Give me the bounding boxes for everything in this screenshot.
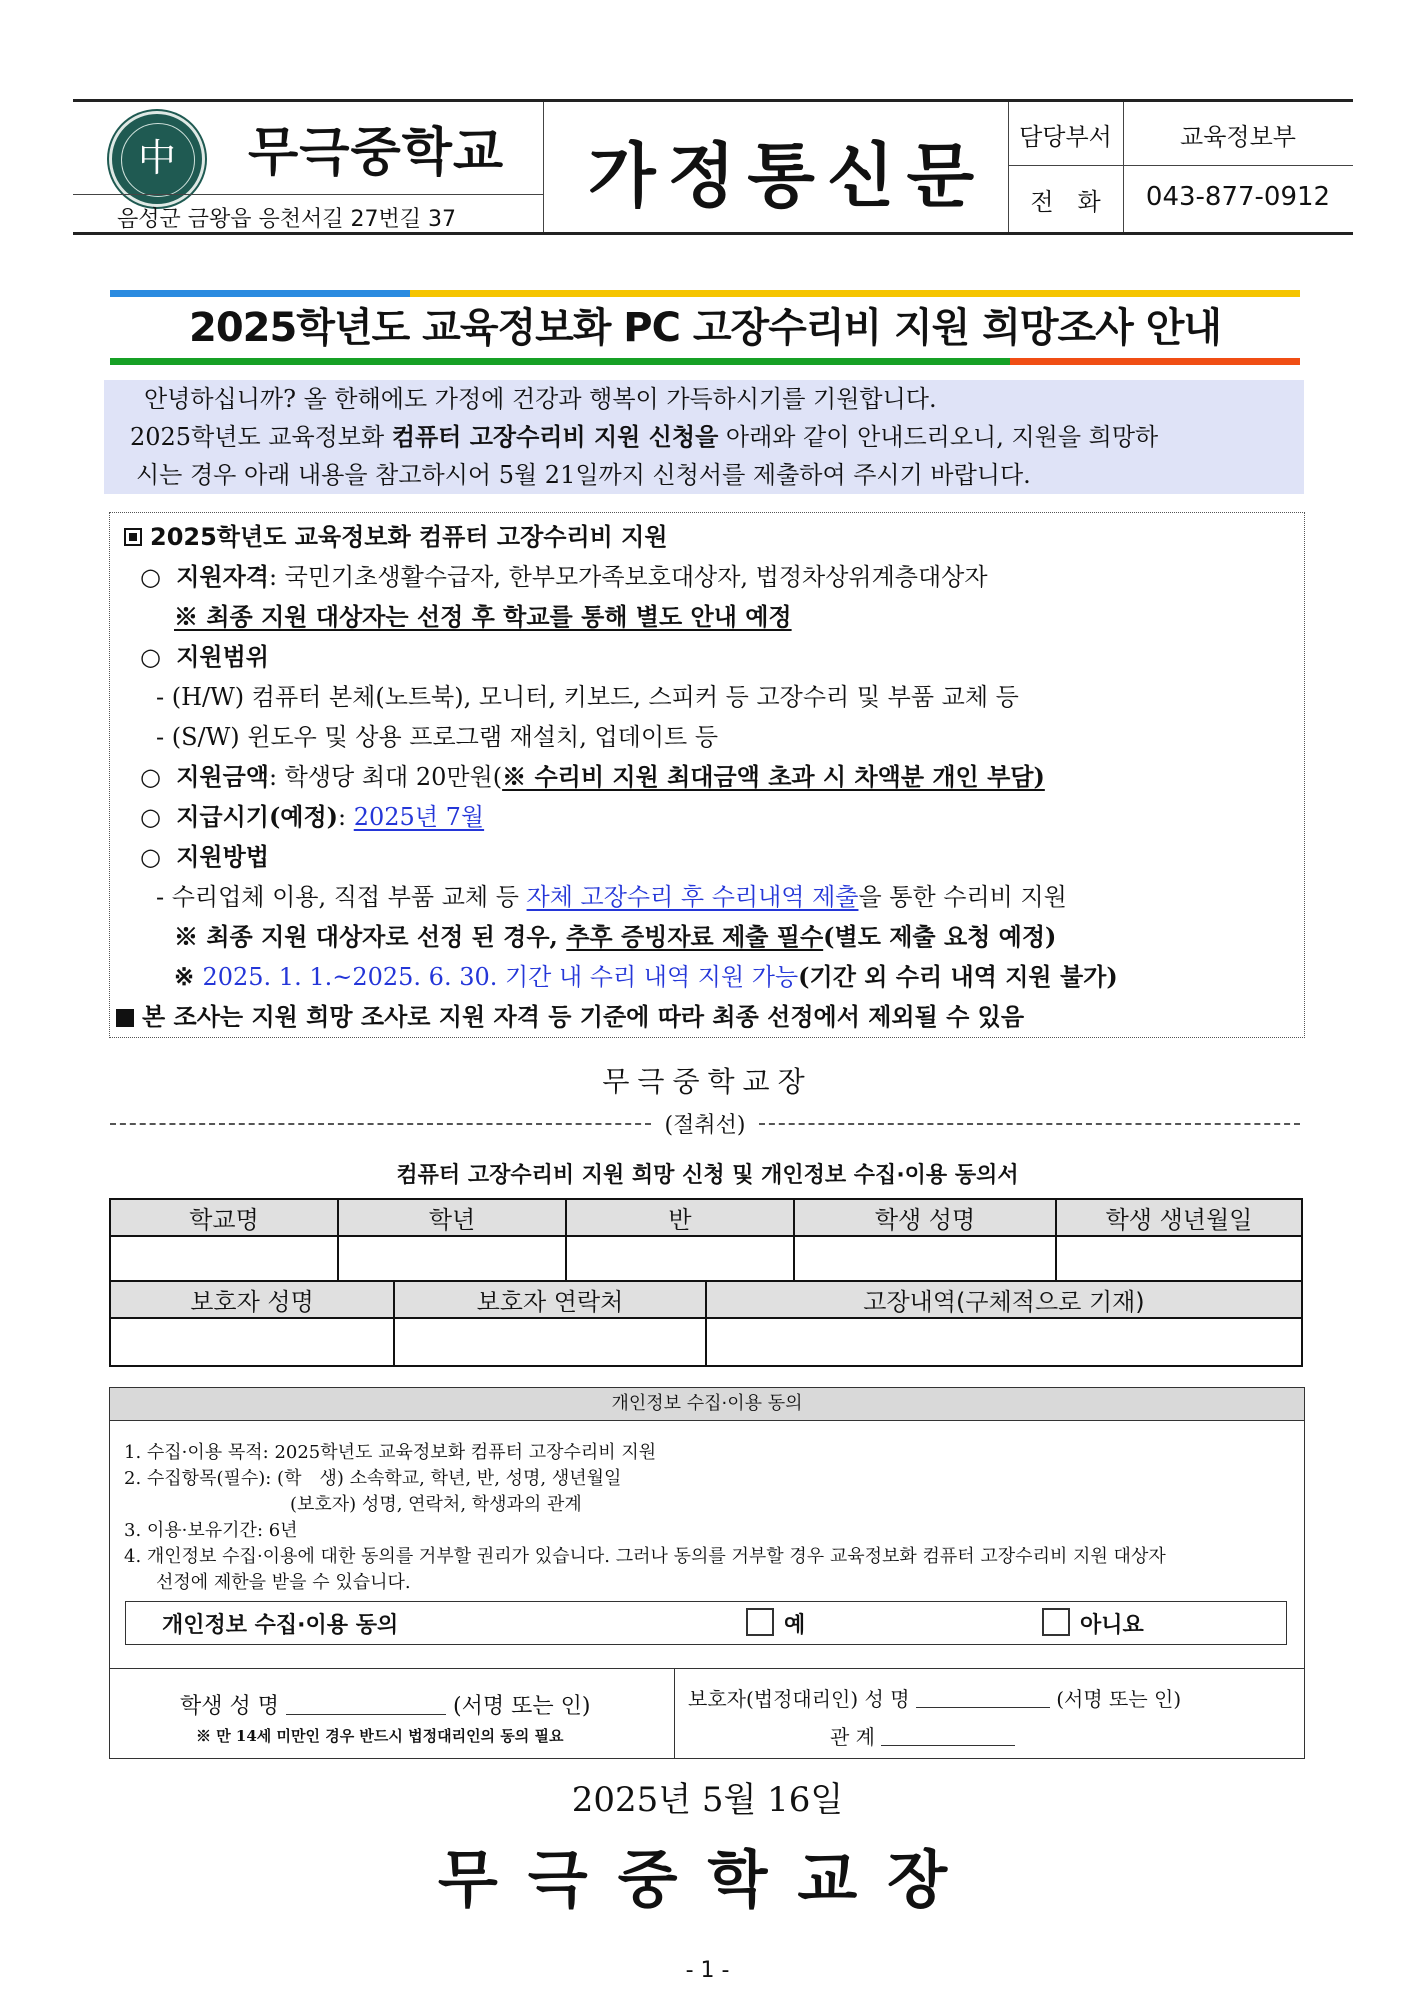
title-bar-orange (1010, 358, 1300, 365)
consent-no-option[interactable] (1042, 1608, 1144, 1639)
amount-note: ※ 수리비 지원 최대금액 초과 시 차액분 개인 부담) (502, 762, 1045, 791)
guardian-name-field[interactable] (110, 1318, 394, 1366)
method-note-1 (174, 917, 1056, 952)
amount-text: : 학생당 최대 20만원( (268, 763, 503, 791)
method-line: ○ 지원방법 (140, 842, 269, 871)
cut-label: (절취선) (664, 1113, 746, 1138)
no-checkbox[interactable] (1042, 1608, 1070, 1636)
yes-label: 예 (784, 1613, 806, 1638)
school-address: 음성군 금왕읍 응천서길 27번길 37 (117, 207, 456, 232)
intro-line: 안녕하십니까? 올 한해에도 가정에 건강과 행복이 가득하시기를 기원합니다. (144, 385, 937, 413)
table-input-row (110, 1236, 1302, 1284)
student-age-note: ※ 만 14세 미만인 경우 반드시 법정대리인의 동의 필요 (196, 1727, 564, 1745)
timing-line: ○ 지급시기(예정): 2025년 7월 (140, 802, 485, 831)
school-logo-mark: 中 (137, 136, 176, 180)
timing-value: 2025년 7월 (353, 803, 485, 831)
cut-dash (759, 1123, 1300, 1125)
method-text: 을 통한 수리비 지원 (858, 883, 1067, 911)
amount-label: 지원금액 (176, 762, 269, 791)
phone-label: 전 화 (1030, 188, 1101, 216)
header-guardian-contact: 보호자 연락처 (394, 1281, 706, 1318)
form-title: 컴퓨터 고장수리비 지원 희망 신청 및 개인정보 수집·이용 동의서 (396, 1163, 1019, 1188)
cut-line (110, 1108, 1300, 1139)
applicant-table (109, 1198, 1303, 1285)
issue-date: 2025년 5월 16일 (571, 1780, 844, 1820)
sign-suffix: (서명 또는 인) (453, 1694, 591, 1719)
signature-divider (674, 1669, 675, 1758)
eligibility-label: 지원자격 (176, 562, 269, 591)
guardian-signature (688, 1683, 1181, 1712)
consent-item: 2. 수집항목(필수): (학 생) 소속학교, 학년, 반, 성명, 생년월일 (124, 1468, 622, 1489)
scope-line: ○ 지원범위 (140, 642, 269, 671)
consent-item: 3. 이용·보유기간: 6년 (124, 1520, 298, 1541)
page-number: - 1 - (685, 1958, 730, 1983)
square-bullet-icon (116, 1009, 134, 1027)
header-student-name: 학생 성명 (794, 1199, 1056, 1236)
note-text: ※ 최종 지원 대상자로 선정 된 경우, (174, 922, 567, 951)
final-note (116, 997, 1024, 1032)
header-grade: 학년 (338, 1199, 566, 1236)
consent-item: 1. 수집·이용 목적: 2025학년도 교육정보화 컴퓨터 고장수리비 지원 (124, 1442, 657, 1463)
table-header-row (110, 1281, 1302, 1318)
guardian-sign-field[interactable] (916, 1707, 1050, 1708)
student-birth-field[interactable] (1056, 1236, 1302, 1284)
phone-value: 043-877-0912 (1145, 182, 1331, 212)
final-note-text: 본 조사는 지원 희망 조사로 지원 자격 등 기준에 따라 최종 선정에서 제외될 수 있음 (142, 1003, 1025, 1031)
student-sign-label: 학생 성 명 (180, 1694, 279, 1719)
consent-agree-label: 개인정보 수집·이용 동의 (162, 1613, 399, 1638)
guardian-table (109, 1280, 1303, 1367)
note-emphasis: 추후 증빙자료 제출 필수 (566, 922, 824, 951)
timing-label: 지급시기(예정) (176, 802, 339, 831)
note-text: (별도 제출 요청 예정) (823, 922, 1057, 951)
principal-signature-top: 무극중학교장 (602, 1065, 813, 1098)
header-student-birth: 학생 생년월일 (1056, 1199, 1302, 1236)
intro-text: 아래와 같이 안내드리오니, 지원을 희망하 (718, 423, 1159, 451)
sign-suffix: (서명 또는 인) (1056, 1687, 1182, 1711)
consent-yes-option[interactable] (746, 1608, 805, 1639)
consent-item: 선정에 제한을 받을 수 있습니다. (156, 1572, 411, 1593)
consent-heading: 개인정보 수집·이용 동의 (110, 1388, 1304, 1421)
consent-item: (보호자) 성명, 연락처, 학생과의 관계 (290, 1494, 582, 1515)
intro-emphasis: 컴퓨터 고장수리비 지원 신청을 (391, 422, 719, 451)
student-signature (180, 1689, 590, 1720)
header-class: 반 (566, 1199, 794, 1236)
guardian-sign-label: 보호자(법정대리인) 성 명 (688, 1687, 910, 1711)
consent-item: 4. 개인정보 수집·이용에 대한 동의를 거부할 권리가 있습니다. 그러나 동의를 거부할 경우 교육정보화 컴퓨터 고장수리비 지원 대상자 (124, 1546, 1166, 1567)
principal-signature: 무극중학교장 (437, 1843, 978, 1916)
privacy-consent-section (109, 1387, 1305, 1759)
no-label: 아니요 (1080, 1613, 1144, 1638)
header-fault-details: 고장내역(구체적으로 기재) (706, 1281, 1302, 1318)
timing-sep: : (338, 803, 354, 831)
scope-label: 지원범위 (176, 642, 269, 671)
method-note-2 (174, 957, 1118, 992)
consent-agree-box (125, 1601, 1287, 1645)
scope-sw: - (S/W) 윈도우 및 상용 프로그램 재설치, 업데이트 등 (156, 723, 719, 751)
student-name-field[interactable] (794, 1236, 1056, 1284)
school-logo (109, 111, 205, 207)
cut-dash (110, 1123, 651, 1125)
details-heading (124, 517, 668, 552)
yes-checkbox[interactable] (746, 1608, 774, 1636)
checkbox-bullet-icon (124, 528, 142, 546)
header-divider (73, 194, 543, 195)
note-mark: ※ (174, 962, 203, 991)
intro-line: 시는 경우 아래 내용을 참고하시어 5월 21일까지 신청서를 제출하여 주시기 바랍니다. (136, 461, 1031, 489)
school-name-field[interactable] (110, 1236, 338, 1284)
header-school: 학교명 (110, 1199, 338, 1236)
letter-header (73, 99, 1353, 235)
method-detail (156, 877, 1067, 912)
consent-items (124, 1440, 1166, 1596)
notice-title: 2025학년도 교육정보화 PC 고장수리비 지원 희망조사 안내 (189, 305, 1221, 351)
method-text: - 수리업체 이용, 직접 부품 교체 등 (156, 883, 527, 911)
dept-value: 교육정보부 (1180, 123, 1296, 151)
guardian-relation (830, 1721, 1015, 1750)
guardian-contact-field[interactable] (394, 1318, 706, 1366)
signature-row (110, 1668, 1304, 1758)
method-label: 지원방법 (176, 842, 269, 871)
dept-label: 담당부서 (1019, 123, 1112, 151)
guardian-relation-label: 관 계 (830, 1725, 875, 1749)
amount-line: ○ 지원금액: 학생당 최대 20만원(※ 수리비 지원 최대금액 초과 시 차액분 개인 부담) (140, 762, 1045, 791)
table-input-row (110, 1318, 1302, 1366)
table-header-row (110, 1199, 1302, 1236)
method-emphasis: 자체 고장수리 후 수리내역 제출 (526, 883, 859, 911)
header-divider (1008, 165, 1353, 166)
eligibility-note: ※ 최종 지원 대상자는 선정 후 학교를 통해 별도 안내 예정 (174, 602, 792, 631)
title-bar-green (110, 358, 1010, 365)
document-type-title: 가정통신문 (588, 135, 987, 217)
student-sign-field[interactable] (286, 1714, 446, 1715)
scope-hw: - (H/W) 컴퓨터 본체(노트북), 모니터, 키보드, 스피커 등 고장수리 및 부품 교체 등 (156, 683, 1019, 711)
intro-line (104, 418, 1304, 456)
note-period: 2025. 1. 1.~2025. 6. 30. 기간 내 수리 내역 지원 가능 (202, 963, 799, 991)
note-text: (기간 외 수리 내역 지원 불가) (798, 962, 1118, 991)
support-details (109, 512, 1305, 1038)
eligibility-text: : 국민기초생활수급자, 한부모가족보호대상자, 법정차상위계층대상자 (268, 563, 988, 591)
fault-details-field[interactable] (706, 1318, 1302, 1366)
header-divider (543, 102, 544, 232)
grade-field[interactable] (338, 1236, 566, 1284)
intro-paragraph (104, 380, 1304, 494)
eligibility-line: ○ 지원자격: 국민기초생활수급자, 한부모가족보호대상자, 법정차상위계층대상자 (140, 562, 988, 591)
class-field[interactable] (566, 1236, 794, 1284)
school-name: 무극중학교 (248, 123, 505, 183)
details-heading-text: 2025학년도 교육정보화 컴퓨터 고장수리비 지원 (150, 523, 668, 551)
guardian-relation-field[interactable] (881, 1745, 1015, 1746)
header-guardian-name: 보호자 성명 (110, 1281, 394, 1318)
intro-text: 2025학년도 교육정보화 (130, 423, 392, 451)
